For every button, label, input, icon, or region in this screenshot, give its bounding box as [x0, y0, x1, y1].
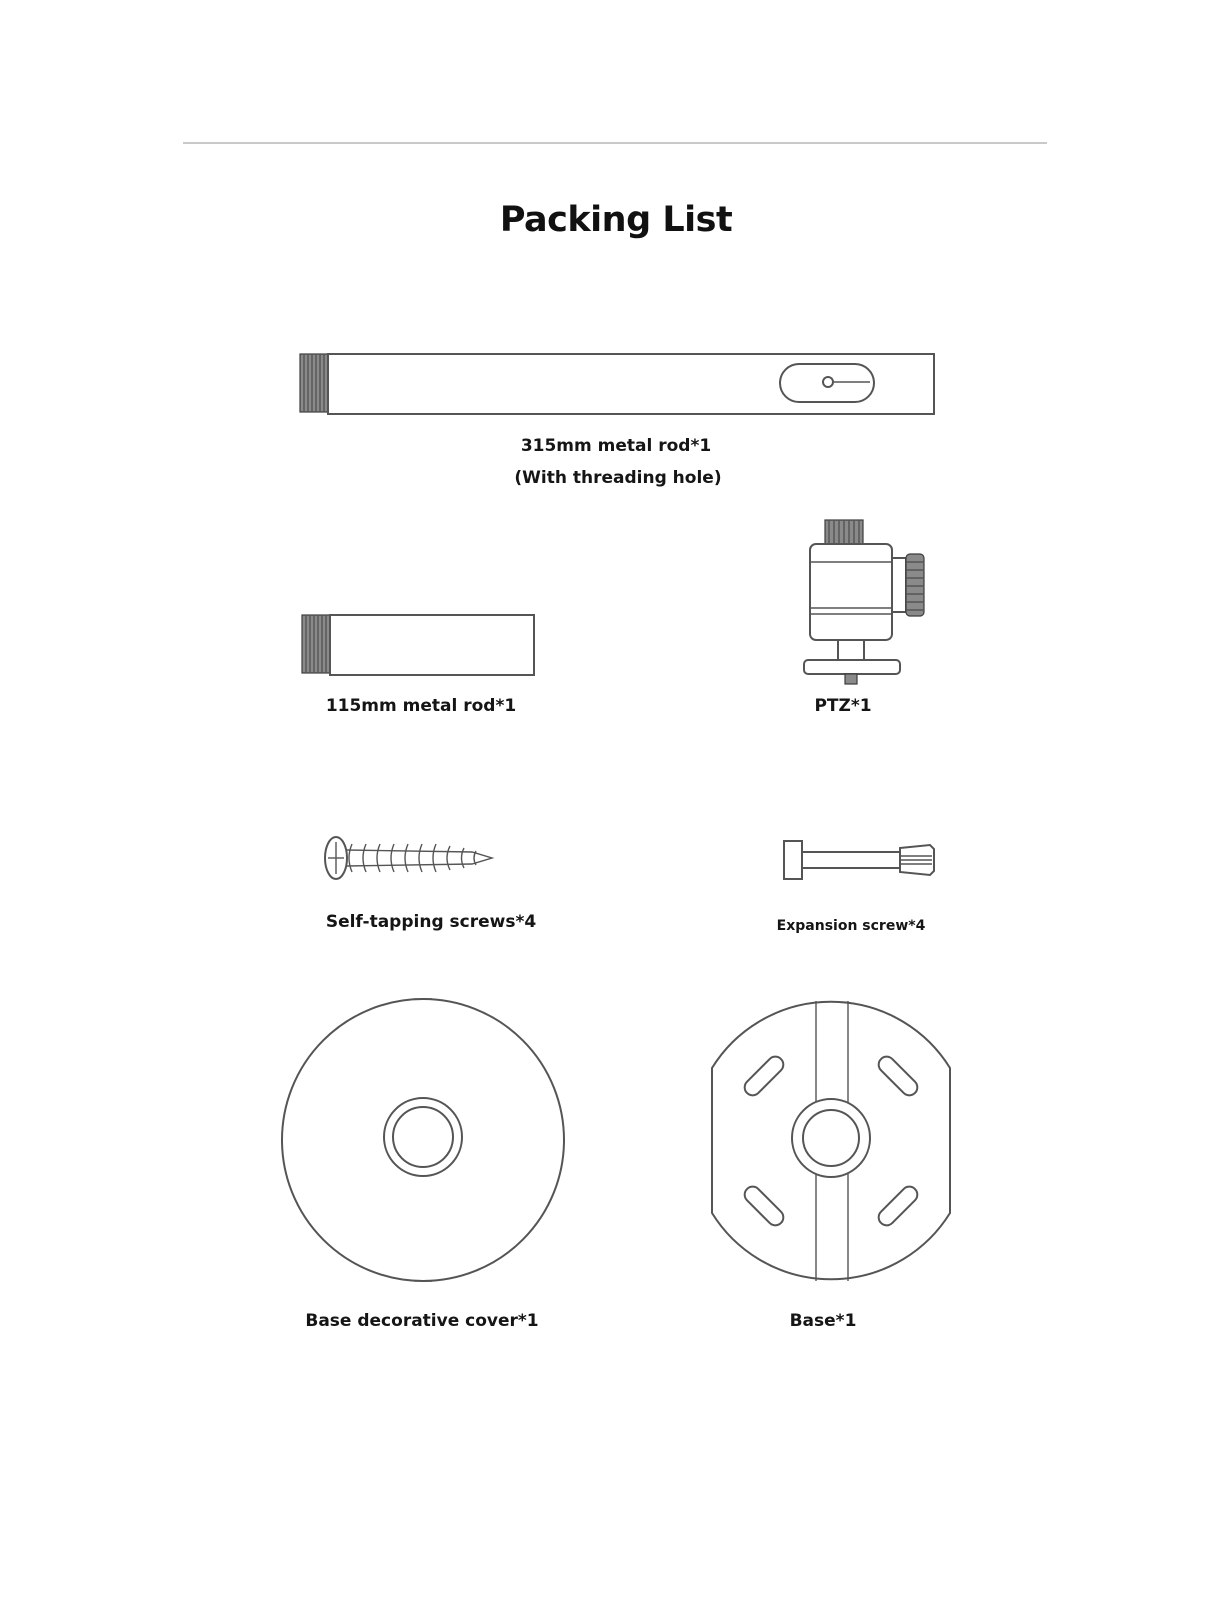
- decorative-cover-label: Base decorative cover*1: [305, 1311, 539, 1331]
- self-tapping-label: Self-tapping screws*4: [325, 912, 537, 932]
- base-label: Base*1: [789, 1311, 857, 1331]
- self-tapping-screw-icon: [322, 834, 502, 882]
- long-rod-sublabel: (With threading hole): [514, 468, 722, 488]
- expansion-screw-label: Expansion screw*4: [776, 918, 926, 934]
- expansion-screw-icon: [782, 839, 940, 881]
- short-rod-label: 115mm metal rod*1: [325, 696, 517, 716]
- ptz-mount-icon: [800, 518, 935, 686]
- long-rod-label: 315mm metal rod*1: [520, 436, 712, 456]
- base-plate-icon: [710, 998, 952, 1284]
- decorative-cover-icon: [280, 996, 568, 1284]
- top-divider: [183, 142, 1047, 144]
- ptz-label: PTZ*1: [814, 696, 872, 716]
- page-title: Packing List: [499, 200, 733, 240]
- long-metal-rod-icon: [298, 352, 938, 418]
- short-metal-rod-icon: [300, 613, 540, 675]
